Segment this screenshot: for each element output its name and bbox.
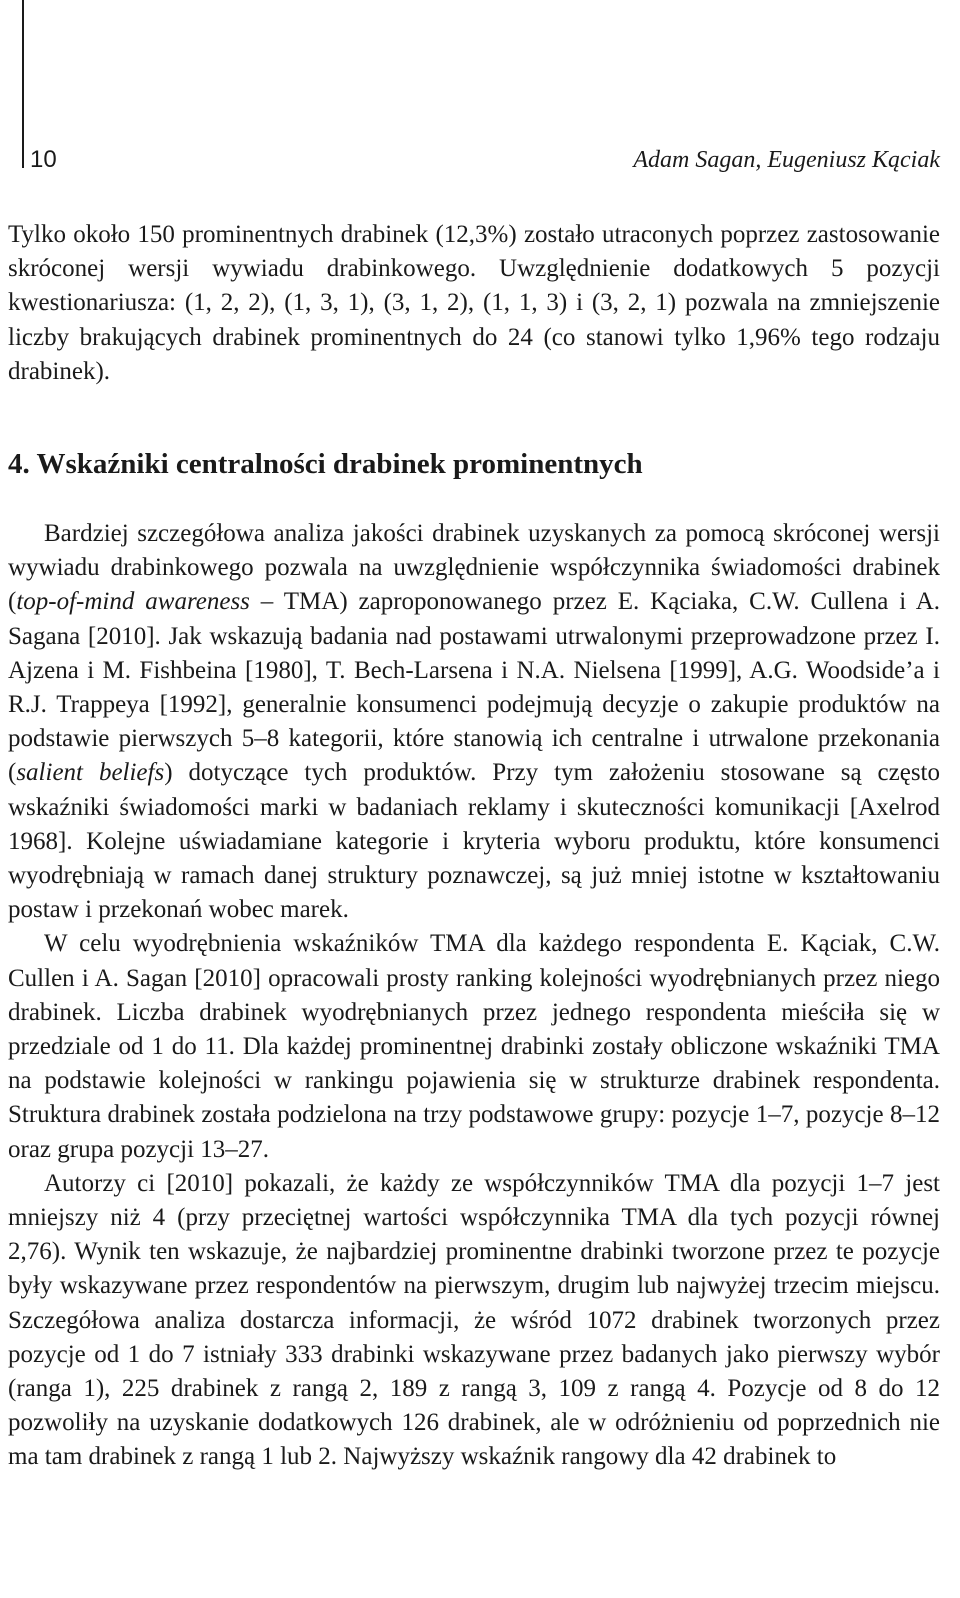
running-head-authors: Adam Sagan, Eugeniusz Kąciak (633, 147, 940, 173)
term-salient-beliefs: salient beliefs (16, 759, 165, 787)
margin-rule (22, 0, 24, 168)
paragraph-1: Tylko około 150 prominentnych drabinek (12,3%) zostało utraconych poprzez zastosowanie skróconej wersji wywiadu drabinkowego. Uwzględnienie dodatkowych 5 pozycji kwestionariusza: (1, 2, 2), (1, 3, 1), (3, 1, 2), (1, 1, 3) i (3, 2, 1) pozwala na zmniejszenie liczby brakujących drabinek prominentnych do 24 (co stanowi tylko 1,96% tego rodzaju drabinek). (8, 221, 940, 385)
section-heading: 4. Wskaźniki centralności drabinek prominentnych (8, 448, 643, 480)
body-text-top (8, 218, 940, 389)
paragraph-4: Autorzy ci [2010] pokazali, że każdy ze współczynników TMA dla pozycji 1–7 jest mniejszy niż 4 (przy przeciętnej wartości współczynnika TMA dla tych pozycji równej 2,76). Wynik ten wskazuje, że najbardziej prominentne drabinki tworzone przez te pozycje były wskazywane przez respondentów na pierwszym, drugim lub najwyżej trzecim miejscu. Szczegółowa analiza dostarcza informacji, że wśród 1072 drabinek tworzonych przez pozycje od 1 do 7 istniały 333 drabinki wskazywane przez badanych jako pierwszy wybór (ranga 1), 225 drabinek z rangą 2, 189 z rangą 3, 109 z rangą 4. Pozycje od 8 do 12 pozwoliły na uzyskanie dodatkowych 126 drabinek, ale w odróżnieniu od poprzednich nie ma tam drabinek z rangą 1 lub 2. Najwyższy wskaźnik rangowy dla 42 drabinek to (8, 1169, 940, 1471)
paragraph-3: W celu wyodrębnienia wskaźników TMA dla każdego respondenta E. Kąciak, C.W. Cullen i A. Sagan [2010] opracowali prosty ranking kolejności wyodrębnianych przez niego drabinek. Liczba drabinek wyodrębnianych przez jednego respondenta mieściła się w przedziale od 1 do 11. Dla każdej prominentnej drabinki zostały obliczone wskaźniki TMA na podstawie kolejności w rankingu pojawienia się w strukturze drabinek respondenta. Struktura drabinek została podzielona na trzy podstawowe grupy: pozycje 1–7, pozycje 8–12 oraz grupa pozycji 13–27. (8, 930, 940, 1163)
page-number: 10 (30, 146, 57, 173)
page-header (30, 140, 940, 180)
paragraph-2: Bardziej szczegółowa analiza jakości drabinek uzyskanych za pomocą skróconej wersji wywiadu drabinkowego pozwala na uwzględnienie współczynnika świadomości drabinek (top-of-mind awareness – TMA) zaproponowanego przez E. Kąciaka, C.W. Cullena i A. Sagana [2010]. Jak wskazują badania nad postawami utrwalonymi przeprowadzone przez I. Ajzena i M. Fishbeina [1980], T. Bech-Larsena i N.A. Nielsena [1999], A.G. Woodside’a i R.J. Trappeya [1992], generalnie konsumenci podejmują decyzje o zakupie produktów na podstawie pierwszych 5–8 kategorii, które stanowią ich centralne i utrwalone przekonania (salient beliefs) dotyczące tych produktów. Przy tym założeniu stosowane są często wskaźniki świadomości marki w badaniach reklamy i skuteczności komunikacji [Axelrod 1968]. Kolejne uświadamiane kategorie i kryteria wyboru produktu, które konsumenci wyodrębniają w ramach danej struktury poznawczej, są już mniej istotne w kształtowaniu postaw i przekonań wobec marek. (8, 520, 941, 924)
term-top-of-mind-awareness: top-of-mind awareness (16, 588, 250, 616)
body-text-section-4 (8, 517, 940, 1475)
